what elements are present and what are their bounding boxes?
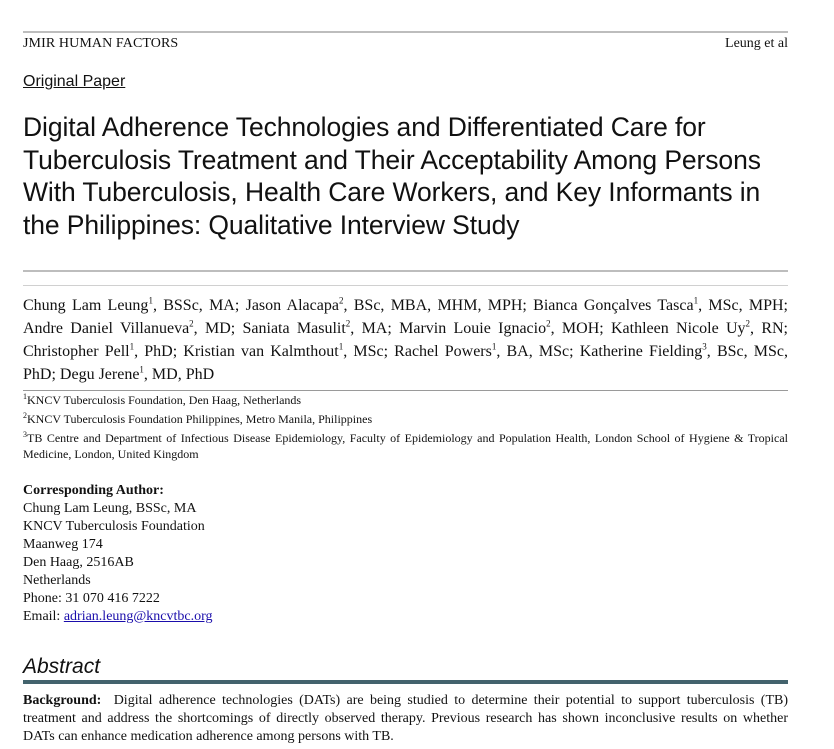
author: Marvin Louie Ignacio$^2$, MOH;: [399, 318, 611, 337]
corresponding-label: Corresponding Author:: [23, 483, 164, 498]
corresponding-author-block: [23, 482, 213, 626]
background-text: Digital adherence technologies (DATs) are being studied to determine their potential to support tuberculosis (TB) treatment and address the shortcomings of directly observed therapy. Previous research has shown inconclusive results on whether DATs can enhance medication adherence among persons with TB.: [23, 693, 788, 744]
affiliation: $^3$TB Centre and Department of Infectious Disease Epidemiology, Faculty of Epidemiology and Population Health, London School of Hygiene & Tropical Medicine, London, United Kingdom: [23, 430, 788, 461]
author: Andre Daniel Villanueva$^2$, MD;: [23, 318, 243, 337]
affiliation-rule: [23, 390, 788, 391]
corresponding-country: Netherlands: [23, 573, 91, 588]
corresponding-phone: Phone: 31 070 416 7222: [23, 591, 160, 606]
author: Saniata Masulit$^2$, MA;: [242, 318, 400, 337]
background-label: Background:: [23, 693, 102, 708]
email-link[interactable]: adrian.leung@kncvtbc.org: [63, 609, 213, 624]
corresponding-email-line: Email: adrian.leung@kncvtbc.org: [23, 609, 213, 624]
corresponding-name: Chung Lam Leung, BSSc, MA: [23, 501, 197, 516]
abstract-background: [23, 692, 788, 746]
article-type[interactable]: Original Paper: [23, 73, 126, 90]
author: Christopher Pell$^1$, PhD;: [23, 341, 184, 360]
running-author: Leung et al: [725, 36, 788, 51]
corresponding-street: Maanweg 174: [23, 537, 103, 552]
corresponding-city: Den Haag, 2516AB: [23, 555, 134, 570]
header-rule: [23, 31, 788, 33]
author: Degu Jerene$^1$, MD, PhD: [59, 364, 215, 383]
author: Jason Alacapa$^2$, BSc, MBA, MHM, MPH;: [245, 295, 534, 314]
author: Bianca Gonçalves Tasca$^1$, MSc, MPH;: [533, 295, 788, 314]
abstract-heading: Abstract: [23, 655, 101, 678]
author: Katherine Fielding$^3$, BSc, MSc, PhD;: [23, 341, 788, 383]
affiliation-list: [23, 393, 788, 466]
author: Rachel Powers$^1$, BA, MSc;: [394, 341, 580, 360]
author: Kristian van Kalmthout$^1$, MSc;: [183, 341, 395, 360]
author: Kathleen Nicole Uy$^2$, RN;: [610, 318, 788, 337]
author-list: [23, 294, 788, 386]
affiliation: $^2$KNCV Tuberculosis Foundation Philippines, Metro Manila, Philippines: [23, 411, 373, 426]
corresponding-org: KNCV Tuberculosis Foundation: [23, 519, 205, 534]
author: Chung Lam Leung$^1$, BSSc, MA;: [23, 295, 246, 314]
abstract-rule: [23, 680, 788, 684]
article-title: Digital Adherence Technologies and Differentiated Care for Tuberculosis Treatment and Their Acceptability Among Persons With Tuberculosis, Health Care Workers, and Key Informants in the Philippines: Qualitative Interview Study: [23, 112, 761, 240]
affiliation: $^1$KNCV Tuberculosis Foundation, Den Haag, Netherlands: [23, 392, 302, 407]
title-rule-bottom: [23, 285, 788, 286]
title-rule-top: [23, 270, 788, 272]
journal-name: JMIR HUMAN FACTORS: [23, 36, 179, 51]
